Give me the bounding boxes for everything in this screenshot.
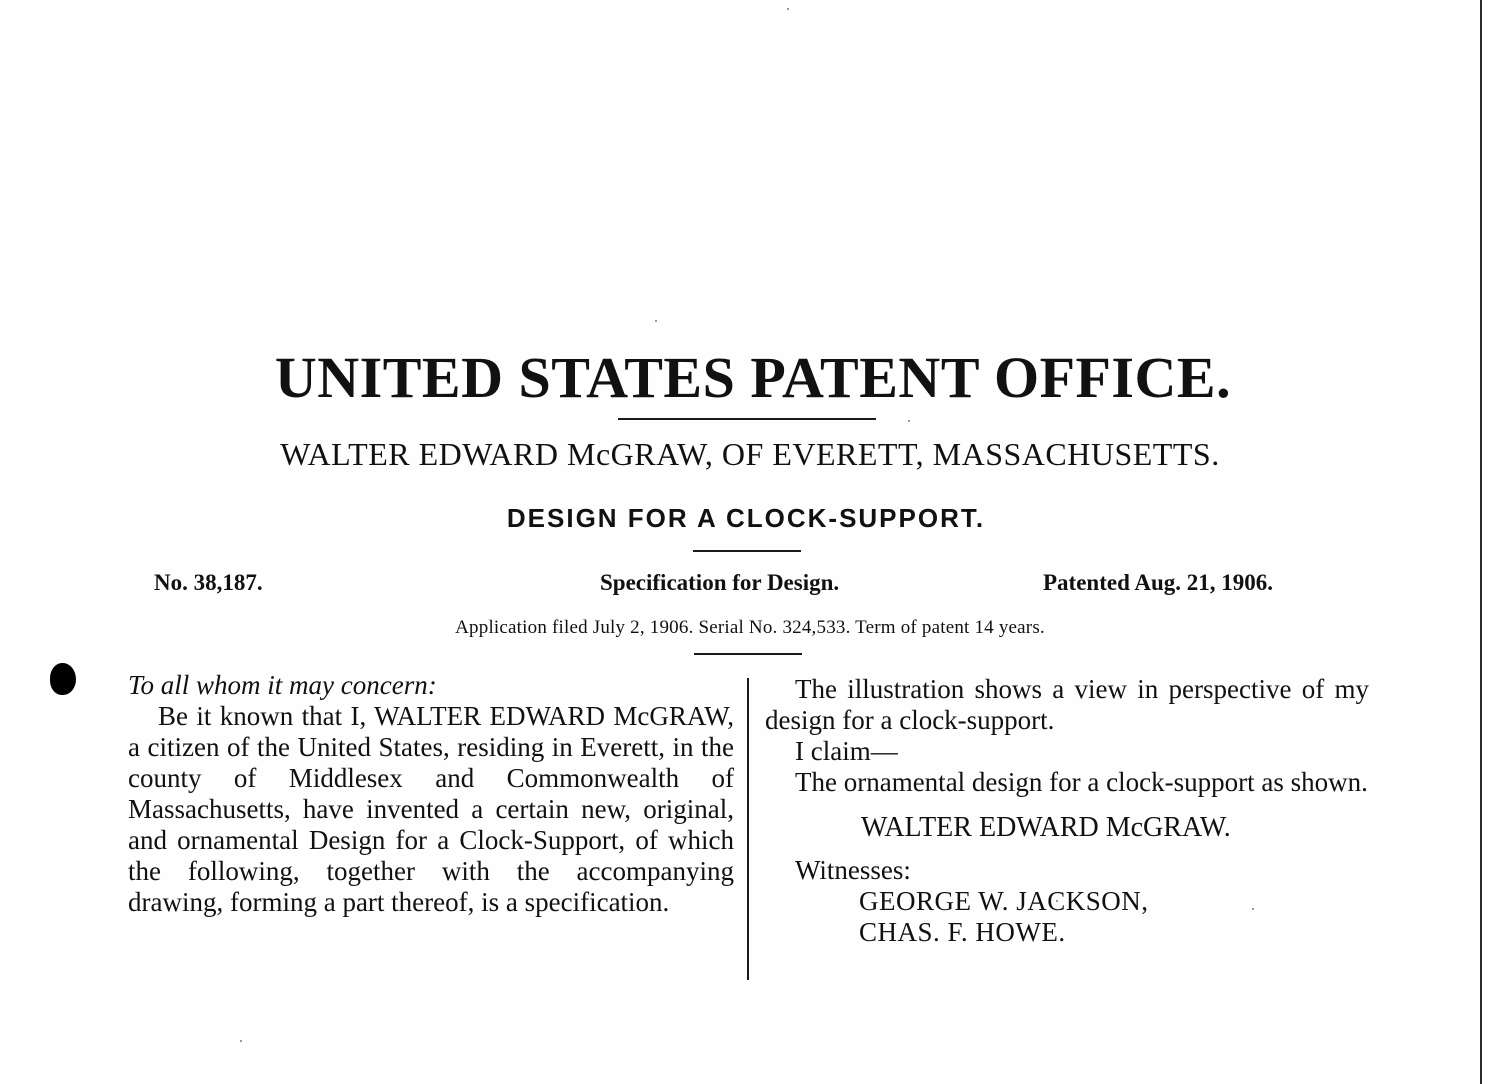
patent-number: No. 38,187. xyxy=(154,570,263,595)
design-title: DESIGN FOR A CLOCK-SUPPORT. xyxy=(506,503,986,533)
witness-name: GEORGE W. JACKSON, xyxy=(859,886,1149,916)
application-line: Application filed July 2, 1906. Serial No. 324,533. Term of patent 14 years. xyxy=(455,617,1045,638)
scan-speck xyxy=(908,420,910,422)
scan-speck xyxy=(240,1040,242,1042)
design-title-rule xyxy=(693,550,801,552)
claim-text: The ornamental design for a clock-support as shown. xyxy=(795,767,1368,797)
scan-edge-line xyxy=(1480,0,1482,1084)
salutation: To all whom it may concern: xyxy=(128,670,437,700)
spec-type: Specification for Design. xyxy=(600,570,840,595)
scan-speck xyxy=(787,8,789,10)
application-rule xyxy=(694,653,802,655)
title-rule xyxy=(618,418,876,420)
patented-date: Patented Aug. 21, 1906. xyxy=(1043,570,1273,595)
office-heading: UNITED STATES PATENT OFFICE. xyxy=(274,345,1232,410)
illustration-description: The illustration shows a view in perspective of my design for a clock-support. xyxy=(765,674,1369,735)
claim-intro: I claim— xyxy=(795,736,898,766)
inventor-signature: WALTER EDWARD McGRAW. xyxy=(861,812,1231,843)
scan-speck xyxy=(655,320,657,322)
witness-name: CHAS. F. HOWE. xyxy=(859,917,1066,947)
witnesses-label: Witnesses: xyxy=(795,855,911,885)
ink-blot xyxy=(50,663,76,695)
column-divider xyxy=(747,678,749,980)
inventor-line: WALTER EDWARD McGRAW, OF EVERETT, MASSACHUSETTS. xyxy=(280,436,1220,472)
left-column xyxy=(128,670,734,918)
right-column xyxy=(765,674,1369,948)
specification-body: Be it known that I, WALTER EDWARD McGRAW, a citizen of the United States, residing in Everett, in the county of Middlesex and Commonwealth of Massachusetts, have invented a certain new, original, and ornamental Design for a Clock-Support, of which the following, together with the accompanying drawing, forming a part thereof, is a specification. xyxy=(128,701,734,917)
